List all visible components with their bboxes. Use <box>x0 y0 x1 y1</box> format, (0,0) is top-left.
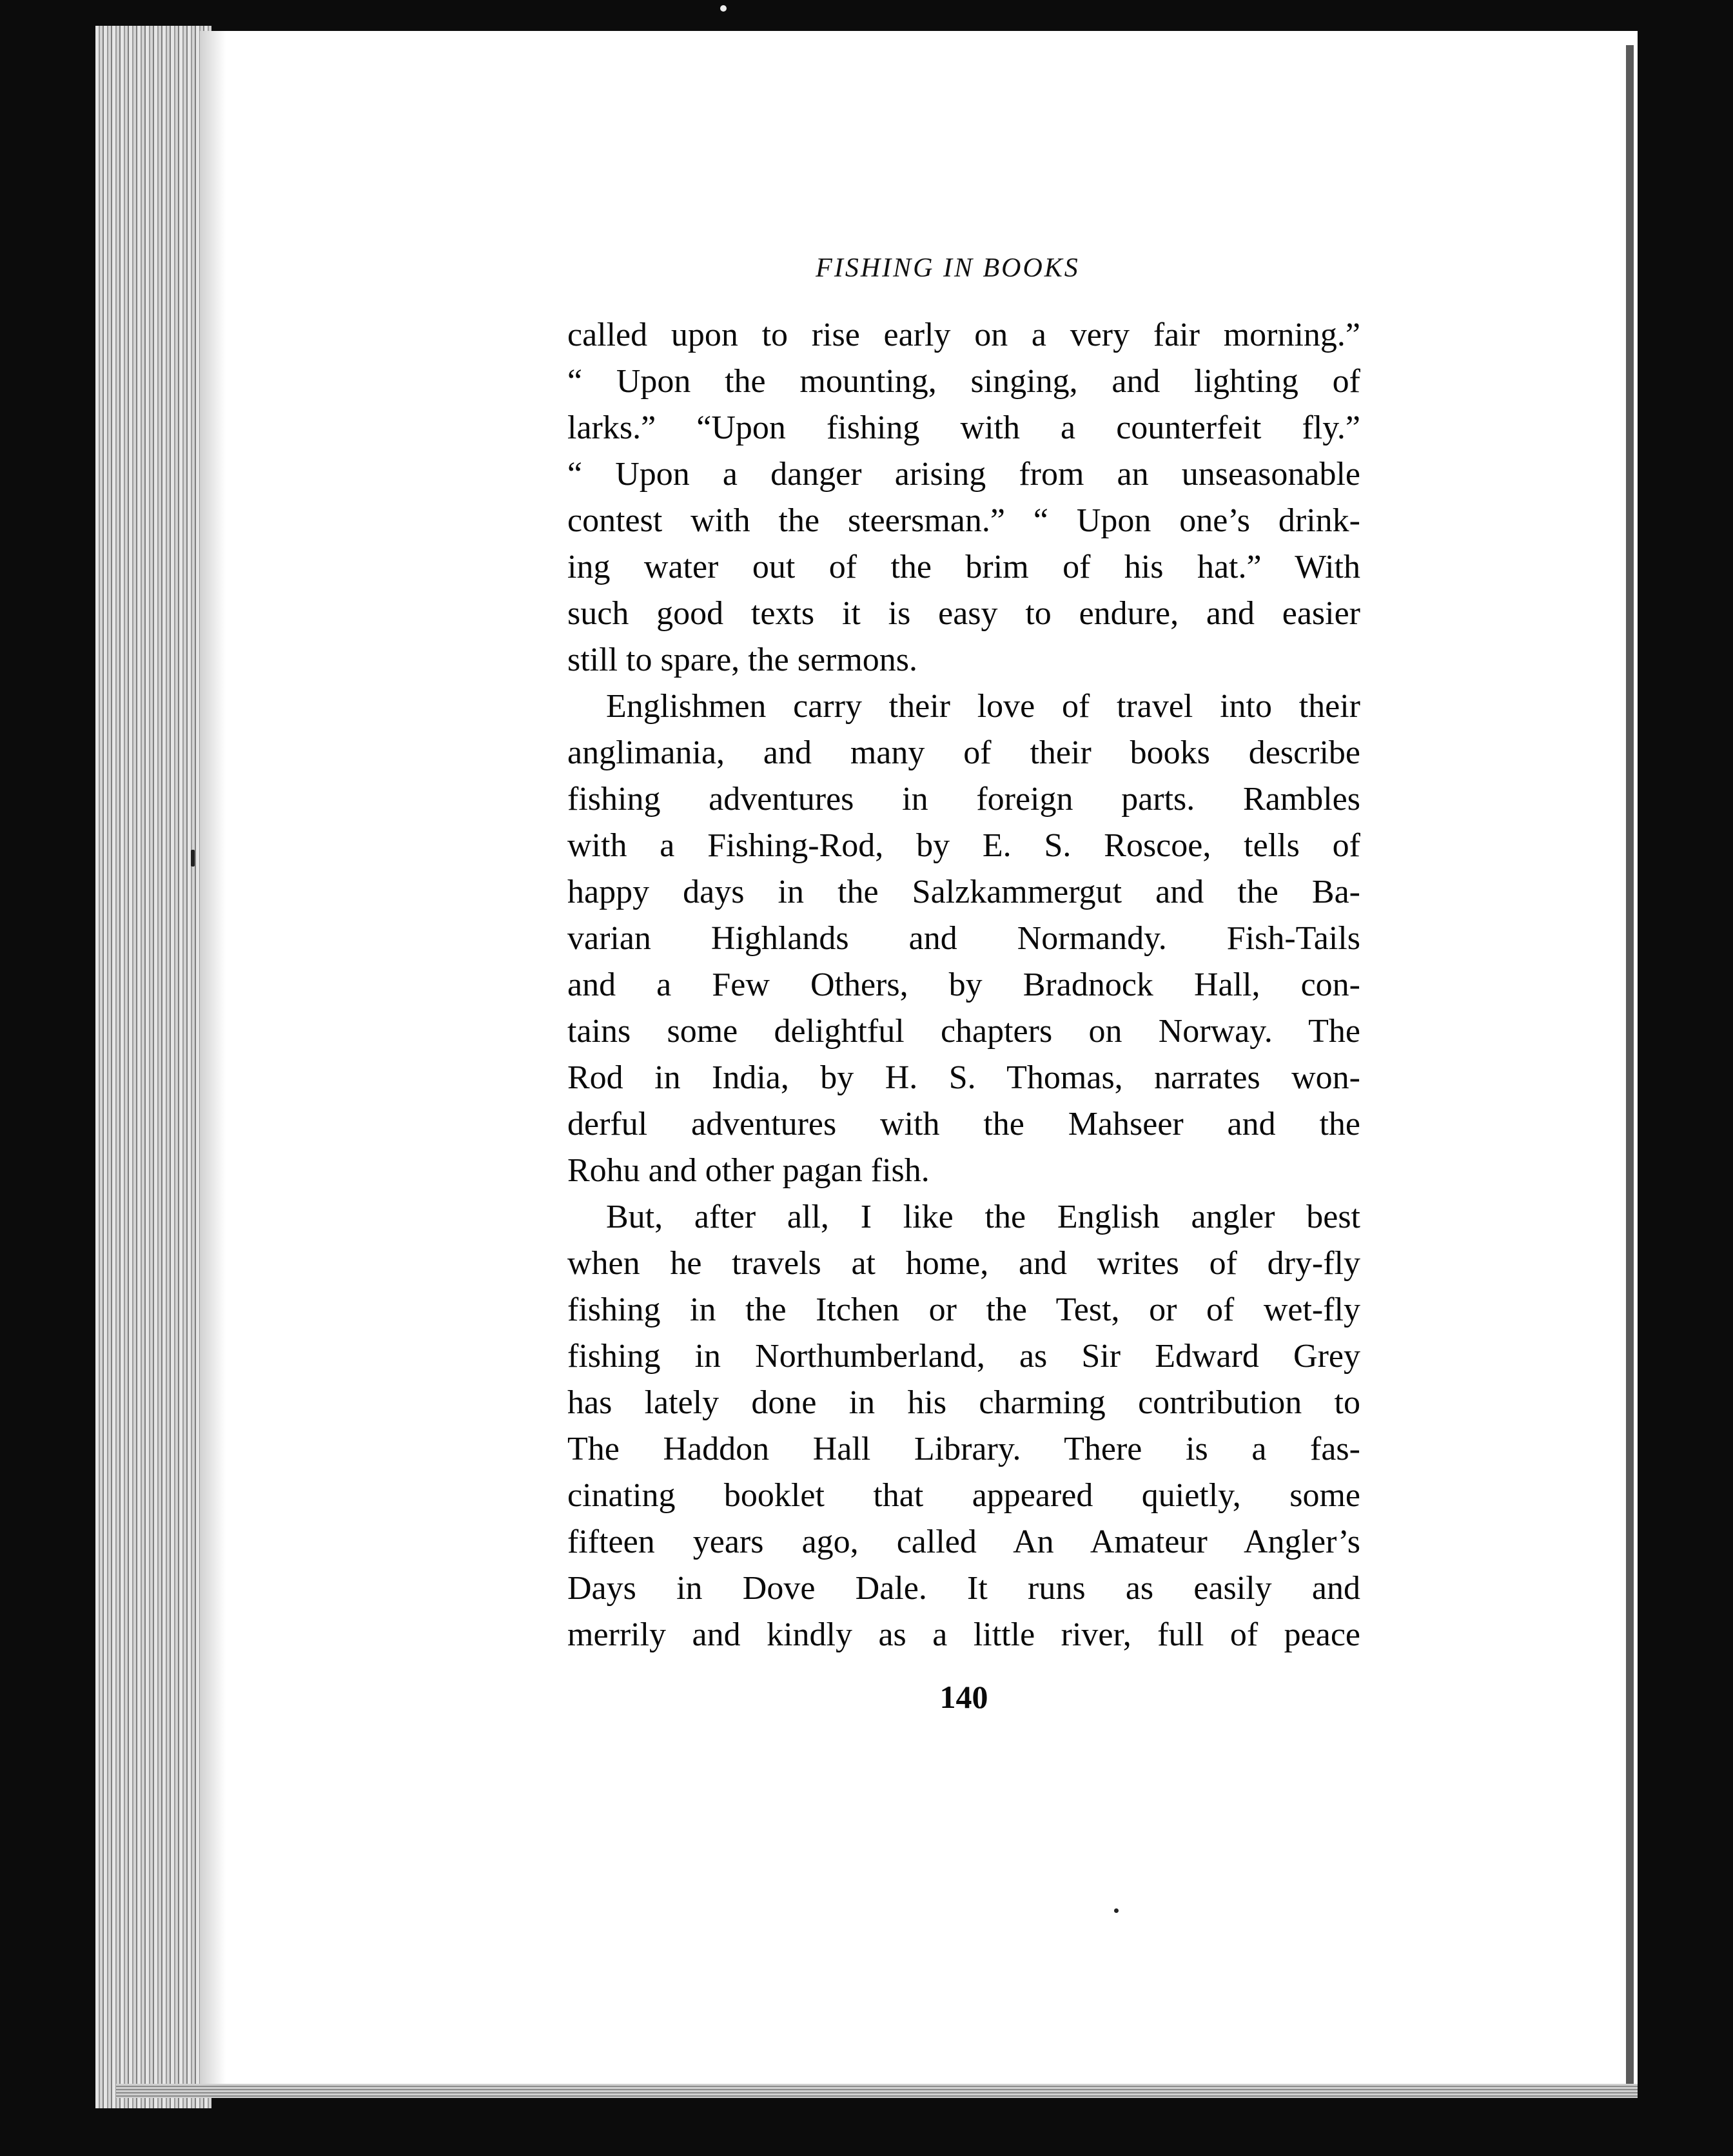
text-line: But, after all, I like the English angler best <box>606 1199 1360 1235</box>
book-page-edges <box>95 26 211 2108</box>
text-line: ing water out of the brim of his hat.” With <box>567 549 1360 585</box>
running-head: FISHING IN BOOKS <box>816 253 1080 283</box>
text-line: cinating booklet that appeared quietly, some <box>567 1477 1360 1514</box>
text-line: Englishmen carry their love of travel into their <box>606 688 1360 725</box>
text-line: when he travels at home, and writes of dry-fly <box>567 1245 1360 1282</box>
text-line: “ Upon the mounting, singing, and lighting of <box>567 363 1360 400</box>
text-line: Days in Dove Dale. It runs as easily and <box>567 1570 1360 1607</box>
text-line: anglimania, and many of their books describe <box>567 734 1360 771</box>
text-line: fishing in the Itchen or the Test, or of wet-fly <box>567 1291 1360 1328</box>
text-line: The Haddon Hall Library. There is a fas- <box>567 1431 1360 1467</box>
text-line: merrily and kindly as a little river, full of peace <box>567 1616 1360 1653</box>
text-line: Rohu and other pagan fish. <box>567 1152 930 1189</box>
gutter-shadow <box>200 31 226 2097</box>
facing-page-edge <box>1626 45 1634 2089</box>
text-line: fishing adventures in foreign parts. Rambles <box>567 781 1360 818</box>
scan-speck <box>1114 1908 1119 1913</box>
text-line: has lately done in his charming contribution to <box>567 1384 1360 1421</box>
text-line: fifteen years ago, called An Amateur Angler’s <box>567 1524 1360 1560</box>
text-line: Rod in India, by H. S. Thomas, narrates won- <box>567 1059 1360 1096</box>
text-line: larks.” “Upon fishing with a counterfeit fly.” <box>567 409 1360 446</box>
scan-speck <box>191 850 195 867</box>
book-bottom-edge <box>116 2084 1638 2098</box>
text-line: still to spare, the sermons. <box>567 642 918 678</box>
text-line: happy days in the Salzkammergut and the Ba- <box>567 874 1360 910</box>
text-line: contest with the steersman.” “ Upon one’s drink- <box>567 502 1360 539</box>
text-line: varian Highlands and Normandy. Fish-Tails <box>567 920 1360 957</box>
text-line: derful adventures with the Mahseer and the <box>567 1106 1360 1142</box>
text-line: such good texts it is easy to endure, and easier <box>567 595 1360 632</box>
scan-speck <box>720 5 727 12</box>
text-line: with a Fishing-Rod, by E. S. Roscoe, tells of <box>567 827 1360 864</box>
text-line: called upon to rise early on a very fair morning.” <box>567 317 1360 353</box>
page-number: 140 <box>939 1679 988 1715</box>
text-line: fishing in Northumberland, as Sir Edward Grey <box>567 1338 1360 1375</box>
text-line: tains some delightful chapters on Norway. The <box>567 1013 1360 1050</box>
text-line: and a Few Others, by Bradnock Hall, con- <box>567 966 1360 1003</box>
text-line: “ Upon a danger arising from an unseasonable <box>567 456 1360 493</box>
